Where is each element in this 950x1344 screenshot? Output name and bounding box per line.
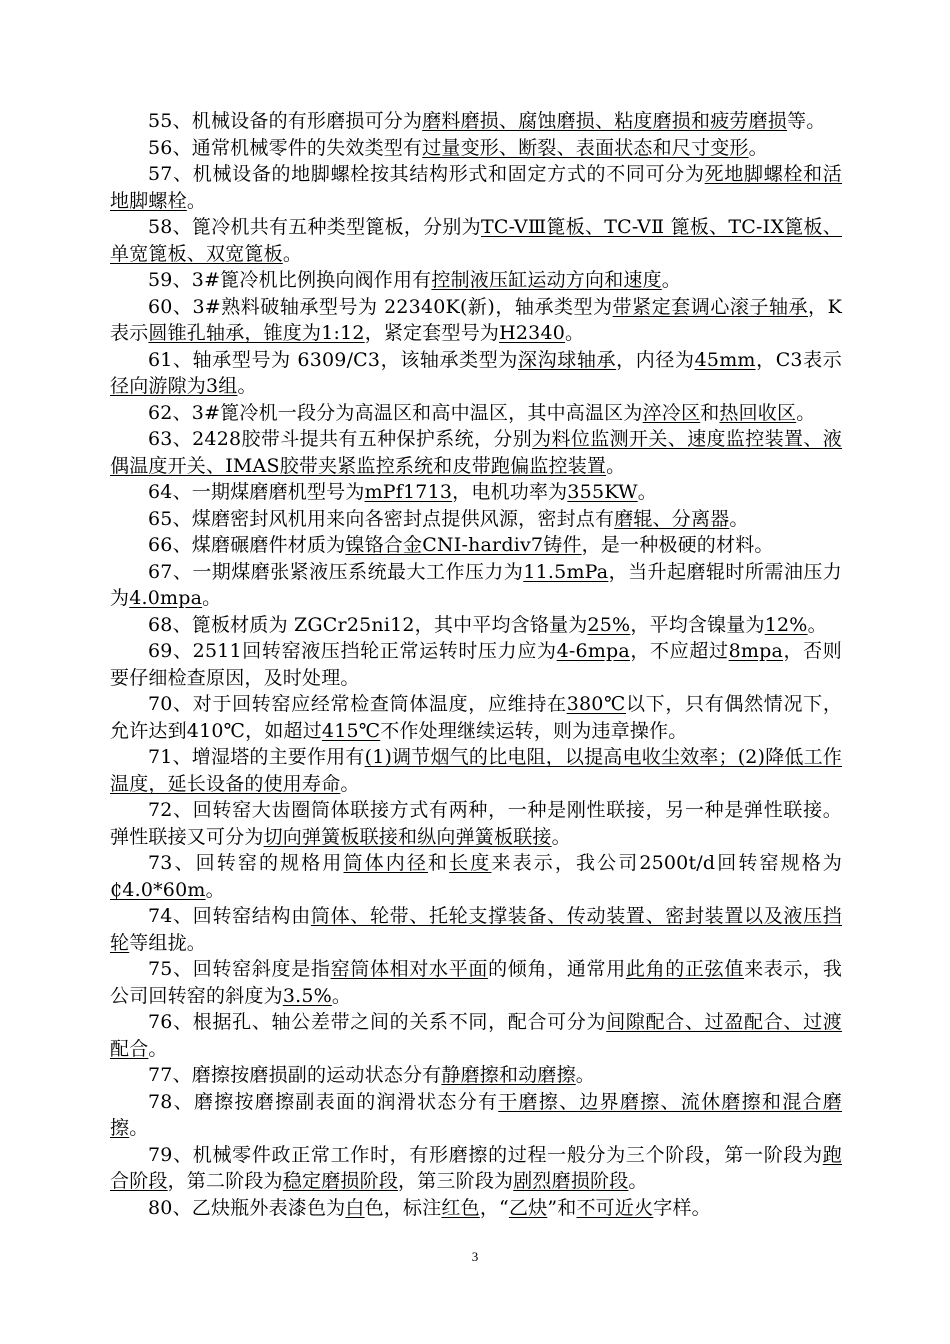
question-text: 55、机械设备的有形磨损可分为 [148,110,423,132]
answer-text: 4-6mpa [556,640,630,662]
question-text: ，第三阶段为 [398,1170,514,1192]
answer-text: 45mm [694,348,756,371]
question-text: 60、3#熟料破轴承型号为 22340K(新)，轴承类型为 [148,295,613,318]
question-text: ，第二阶段为 [167,1170,283,1192]
question-text: 。 [551,825,571,848]
question-text: 。 [807,613,827,636]
question-text: 以下，只有偶然情况下，允许达到410℃，如超过 [110,693,843,742]
answer-text: H2340 [499,322,566,344]
question-text: 字样。 [653,1196,711,1219]
question-item [110,691,842,744]
question-item [110,1142,842,1195]
question-text: 。 [575,1064,595,1086]
answer-text: 红色 [441,1196,480,1219]
question-item [110,426,842,479]
question-text: 不作处理继续运转，则为违章操作。 [380,719,688,742]
question-text: 。 [340,772,360,795]
question-text: ，“ [479,1196,509,1219]
question-text: 80、乙炔瓶外表漆色为 [148,1196,346,1219]
question-text: 。 [205,878,225,901]
question-text: 69、2511回转窑液压挡轮正常运转时压力应为 [148,640,557,662]
question-text: 。 [129,1117,149,1139]
question-text: ，否则要仔细检查原因，及时处理。 [110,640,842,689]
question-item [110,161,842,214]
question-text: 和 [700,401,720,424]
question-text: 来表示，我公司回转窑的斜度为 [110,958,843,1007]
answer-text: 窑筒体相对水平面 [330,958,489,980]
question-text: 67、一期煤磨张紧液压系统最大工作压力为 [148,560,524,583]
question-item [110,400,842,427]
answer-text: 深沟球轴承 [518,348,617,371]
answer-text: mPf1713 [364,481,453,503]
question-text: 70、对于回转窑应经常检查筒体温度，应维持在 [148,693,567,715]
answer-text: 乙炔 [508,1196,548,1219]
question-text: 77、磨擦按磨损副的运动状态分有 [148,1064,442,1086]
question-text: 。 [748,136,768,159]
answer-text: 12% [764,613,808,636]
question-text: 63、2428胶带斗提共有五种保护系统，分别 [148,428,533,450]
question-text: 。 [565,322,585,344]
question-text: 76、根据孔、轴公差带之间的关系不同，配合可分为 [148,1011,607,1033]
question-item [110,532,842,559]
question-text: 。 [186,189,207,212]
question-text: 73、回转窑的规格用 [148,852,344,874]
answer-text: 不可近火 [576,1196,654,1219]
answer-text: (1)调节烟气的比电阻，以提高电收尘效率；(2)降低工作温度，延长设备的使用寿命 [110,746,843,795]
question-text: 。 [729,507,749,530]
question-text: 。 [202,587,222,609]
question-text: 66、煤磨碾磨件材质为 [148,534,346,556]
question-text: ，内径为 [616,348,695,371]
question-text: 。 [237,375,257,397]
answer-text: 筒体、轮带、托轮支撑装备、传动装置、密封装置以及液压挡轮 [110,905,842,954]
answer-text: 355KW [567,481,638,503]
answer-text: 磨辊、分离器 [614,507,730,530]
question-text: 57、机械设备的地脚螺栓按其结构形式和固定方式的不同可分为 [148,163,705,185]
question-text: 58、篦冷机共有五种类型篦板，分别为 [148,216,481,238]
answer-text: 淬冷区 [642,401,701,424]
answer-text: 过量变形、断裂、表面状态和尺寸变形 [422,136,749,159]
answer-text: 镍铬合金CNI-hardiv7铸件 [345,534,582,556]
question-text: 65、煤磨密封风机用来向各密封点提供风源，密封点有 [148,507,615,530]
question-text: 色，标注 [364,1196,442,1219]
question-text: 的倾角，通常用 [488,958,626,980]
answer-text: 控制液压缸运动方向和速度 [431,269,662,291]
answer-text: 此角的正弦值 [625,958,745,980]
question-text: 64、一期煤磨磨机型号为 [148,481,365,503]
answer-text: 切向弹簧板联接和纵向弹簧板联接 [263,825,552,848]
question-text: 来表示，我公司2500t/d回转窑规格为 [491,852,843,874]
answer-text: 4.0mpa [129,587,203,609]
answer-text: 稳定磨损阶段 [282,1170,399,1192]
question-item [110,1009,842,1062]
page-number: 3 [471,1249,479,1264]
answer-text: 11.5mPa [523,560,609,583]
question-item [110,797,842,850]
question-item [110,638,842,691]
question-item [110,294,842,347]
answer-text: 带紧定套调心滚子轴承 [612,295,809,318]
answer-text: 磨料磨损、腐蚀磨损、粘度磨损和疲劳磨损 [422,110,787,132]
question-text: 59、3#篦冷机比例换向阀作用有 [148,269,432,291]
question-text: ”和 [547,1196,577,1219]
answer-text: 死地脚螺栓和活地脚螺栓 [110,163,843,212]
question-text: 。 [796,401,816,424]
question-text: ，电机功率为 [452,481,568,503]
question-text: ，紧定套型号为 [364,322,500,344]
question-text: 。 [661,269,681,291]
question-text: 。 [148,1037,168,1060]
answer-text: 3.5% [282,984,332,1007]
answer-text: 筒体内径 [343,852,429,874]
question-text: 。 [282,242,303,265]
question-text: 78、磨擦按磨擦副表面的润滑状态分有 [148,1090,499,1113]
question-text: 75、回转窑斜度是指 [148,958,331,980]
answer-text: 为料位监测开关、速度监控装置、液偶温度开关、IMAS胶带夹紧监控系统和皮带跑偏监控装置 [110,428,843,477]
question-item [110,506,842,533]
answer-text: 间隙配合、过盈配合、过渡配合 [110,1011,842,1060]
answer-text: 8mpa [728,640,784,662]
answer-text: 干磨擦、边界磨擦、流休磨擦和混合磨擦 [110,1090,842,1139]
question-item [110,744,842,797]
question-text: 。 [637,481,657,503]
question-text: 等。 [787,110,826,132]
question-text: 。 [606,454,626,477]
question-list [110,108,842,1221]
question-text: 72、回转窑大齿圈筒体联接方式有两种，一种是刚性联接，另一种是弹性联接。弹性联接又可分为 [110,799,842,848]
question-text: ，平均含镍量为 [630,613,765,636]
answer-text: 圆锥孔轴承，锥度为1:12 [148,322,365,344]
question-item [110,108,842,135]
question-item [110,347,842,400]
question-text: ，K表示 [110,295,842,344]
question-item [110,850,842,903]
question-text: 56、通常机械零件的失效类型有 [148,136,423,159]
question-text: 71、增湿塔的主要作用有 [148,746,365,768]
answer-text: 长度 [449,852,492,874]
question-item [110,479,842,506]
answer-text: 径向游隙为3组 [110,375,238,397]
question-item [110,612,842,639]
answer-text: 静磨擦和动磨擦 [441,1064,576,1086]
answer-text: 25% [587,613,631,636]
answer-text: 415℃ [321,719,381,742]
question-text: 。 [331,984,352,1007]
answer-text: 剧烈磨损阶段 [513,1170,629,1192]
question-text: 68、篦板材质为 ZGCr25ni12，其中平均含铬量为 [148,613,588,636]
question-text: 62、3#篦冷机一段分为高温区和高中温区，其中高温区为 [148,401,643,424]
question-item [110,1062,842,1089]
question-text: 61、轴承型号为 6309/C3，该轴承类型为 [148,348,518,371]
question-item [110,903,842,956]
question-text: ，C3表示 [755,348,842,371]
question-text: ，不应超过 [629,640,729,662]
answer-text: TC-VⅢ篦板、TC-VⅡ 篦板、TC-ⅠX篦板、单宽篦板、双宽篦板 [110,216,842,265]
question-item [110,214,842,267]
question-item [110,956,842,1009]
question-text: 79、机械零件政正常工作时，有形磨擦的过程一般分为三个阶段，第一阶段为 [148,1143,823,1166]
question-item [110,267,842,294]
answer-text: 白 [345,1196,365,1219]
question-text: 和 [428,852,450,874]
question-text: ，当升起磨辊时所需油压力为 [110,560,842,609]
question-item [110,1195,842,1222]
question-text: 74、回转窑结构由 [148,905,311,927]
answer-text: 跑合阶段 [110,1143,842,1192]
question-item [110,135,842,162]
question-item [110,1089,842,1142]
answer-text: 380℃ [566,693,626,715]
question-text: 等组拢。 [129,931,207,954]
question-text: ，是一种极硬的材料。 [581,534,774,556]
answer-text: 热回收区 [719,401,797,424]
question-text: 。 [628,1170,648,1192]
question-item [110,559,842,612]
answer-text: ₵4.0*60m [110,878,206,901]
